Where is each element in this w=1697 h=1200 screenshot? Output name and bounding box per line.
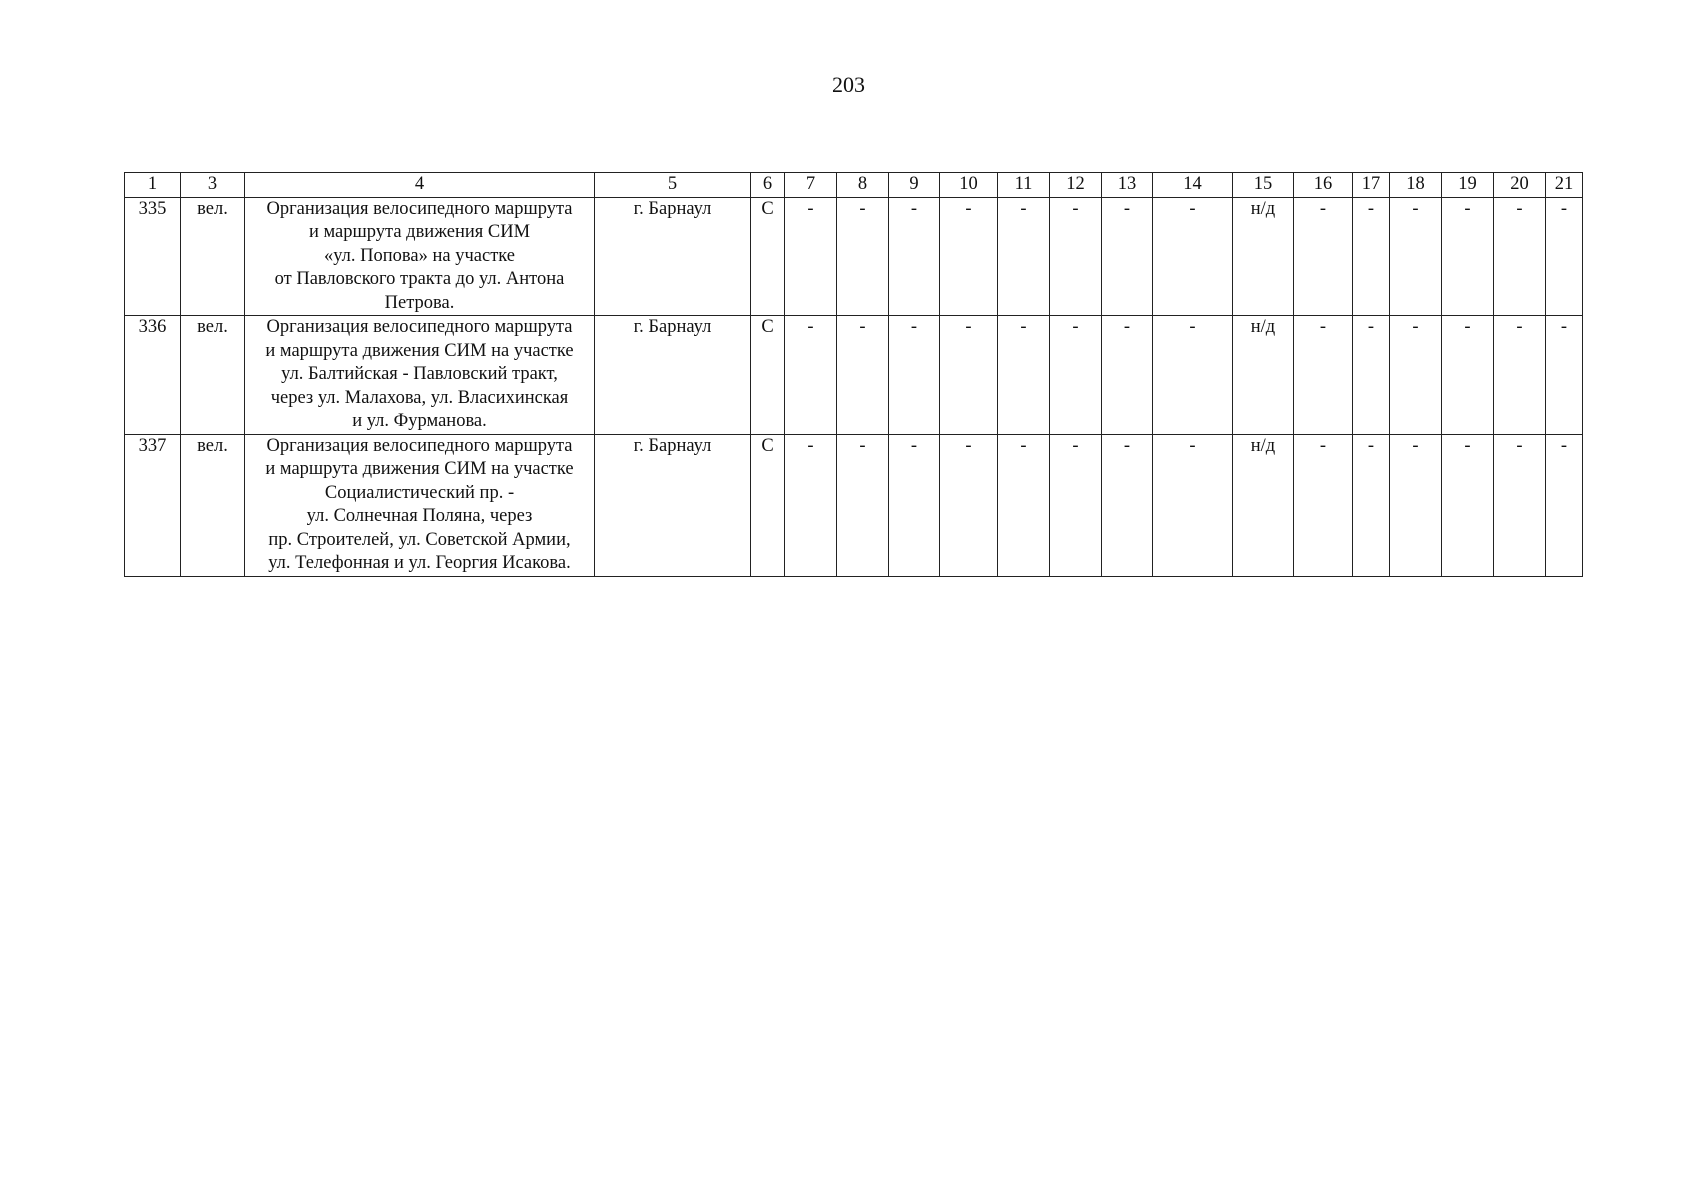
cell-6: С	[751, 197, 785, 316]
cell-12: -	[1050, 316, 1102, 435]
cell-11: -	[998, 434, 1050, 576]
description-line: и ул. Фурманова.	[352, 411, 487, 431]
table-row	[125, 197, 1583, 316]
cell-8: -	[837, 197, 889, 316]
cell-16: -	[1294, 316, 1353, 435]
description-line: ул. Балтийская - Павловский тракт,	[281, 364, 558, 384]
header-cell: 3	[181, 173, 245, 198]
cell-14: -	[1153, 197, 1233, 316]
cell-18: -	[1390, 197, 1442, 316]
header-cell: 7	[785, 173, 837, 198]
cell-14: -	[1153, 434, 1233, 576]
header-cell: 9	[889, 173, 940, 198]
description-line: и маршрута движения СИМ на участке	[265, 340, 574, 361]
header-cell: 4	[245, 173, 595, 198]
header-cell: 5	[595, 173, 751, 198]
description-line: пр. Строителей, ул. Советской Армии,	[268, 529, 571, 550]
table-header-row	[125, 173, 1583, 198]
cell-7: -	[785, 434, 837, 576]
cell-6: С	[751, 316, 785, 435]
cell-16: -	[1294, 197, 1353, 316]
description-line: и маршрута движения СИМ на участке	[265, 459, 574, 479]
cell-10: -	[940, 316, 998, 435]
cell-6: С	[751, 434, 785, 576]
cell-20: -	[1494, 434, 1546, 576]
cell-12: -	[1050, 434, 1102, 576]
cell-9: -	[889, 197, 940, 316]
header-cell: 6	[751, 173, 785, 198]
row-number: 336	[125, 316, 181, 435]
route-type: вел.	[181, 197, 245, 316]
description-line: Социалистический пр. -	[324, 482, 515, 503]
location: г. Барнаул	[595, 316, 751, 435]
header-cell: 20	[1494, 173, 1546, 198]
header-cell: 14	[1153, 173, 1233, 198]
cell-15: н/д	[1233, 316, 1294, 435]
description-line: Петрова.	[384, 292, 455, 313]
route-type: вел.	[181, 316, 245, 435]
cell-13: -	[1102, 434, 1153, 576]
cell-11: -	[998, 197, 1050, 316]
description-line: «ул. Попова» на участке	[323, 245, 516, 266]
description-line: ул. Телефонная и ул. Георгия Исакова.	[268, 553, 571, 573]
location: г. Барнаул	[595, 197, 751, 316]
table-row	[125, 434, 1583, 576]
description-line: ул. Солнечная Поляна, через	[306, 506, 533, 526]
header-cell: 10	[940, 173, 998, 198]
header-cell: 12	[1050, 173, 1102, 198]
cell-21: -	[1546, 434, 1583, 576]
cell-18: -	[1390, 434, 1442, 576]
route-description	[245, 434, 595, 576]
description-line: и маршрута движения СИМ	[308, 222, 531, 242]
cell-19: -	[1442, 197, 1494, 316]
cell-19: -	[1442, 434, 1494, 576]
cell-17: -	[1353, 197, 1390, 316]
cell-12: -	[1050, 197, 1102, 316]
table-row	[125, 316, 1583, 435]
description-line: через ул. Малахова, ул. Власихинская	[270, 387, 569, 408]
cell-8: -	[837, 316, 889, 435]
cell-13: -	[1102, 197, 1153, 316]
header-cell: 8	[837, 173, 889, 198]
cell-7: -	[785, 316, 837, 435]
cell-19: -	[1442, 316, 1494, 435]
row-number: 335	[125, 197, 181, 316]
cell-14: -	[1153, 316, 1233, 435]
cell-10: -	[940, 434, 998, 576]
cell-20: -	[1494, 316, 1546, 435]
page-number: 203	[832, 72, 865, 97]
cell-9: -	[889, 434, 940, 576]
description-line: Организация велосипедного маршрута	[266, 435, 573, 456]
cell-17: -	[1353, 316, 1390, 435]
header-cell: 11	[998, 173, 1050, 198]
cell-15: н/д	[1233, 197, 1294, 316]
description-line: Организация велосипедного маршрута	[266, 317, 573, 337]
cell-13: -	[1102, 316, 1153, 435]
header-cell: 21	[1546, 173, 1583, 198]
cell-20: -	[1494, 197, 1546, 316]
description-line: Организация велосипедного маршрута	[266, 198, 573, 219]
cell-21: -	[1546, 316, 1583, 435]
route-description	[245, 316, 595, 435]
cell-7: -	[785, 197, 837, 316]
route-description	[245, 197, 595, 316]
registry-table	[124, 172, 1583, 577]
header-cell: 18	[1390, 173, 1442, 198]
cell-11: -	[998, 316, 1050, 435]
cell-16: -	[1294, 434, 1353, 576]
header-cell: 19	[1442, 173, 1494, 198]
row-number: 337	[125, 434, 181, 576]
cell-9: -	[889, 316, 940, 435]
cell-8: -	[837, 434, 889, 576]
description-line: от Павловского тракта до ул. Антона	[274, 269, 565, 289]
cell-18: -	[1390, 316, 1442, 435]
header-cell: 16	[1294, 173, 1353, 198]
location: г. Барнаул	[595, 434, 751, 576]
route-type: вел.	[181, 434, 245, 576]
cell-10: -	[940, 197, 998, 316]
header-cell: 1	[125, 173, 181, 198]
header-cell: 17	[1353, 173, 1390, 198]
header-cell: 13	[1102, 173, 1153, 198]
header-cell: 15	[1233, 173, 1294, 198]
cell-17: -	[1353, 434, 1390, 576]
cell-21: -	[1546, 197, 1583, 316]
cell-15: н/д	[1233, 434, 1294, 576]
